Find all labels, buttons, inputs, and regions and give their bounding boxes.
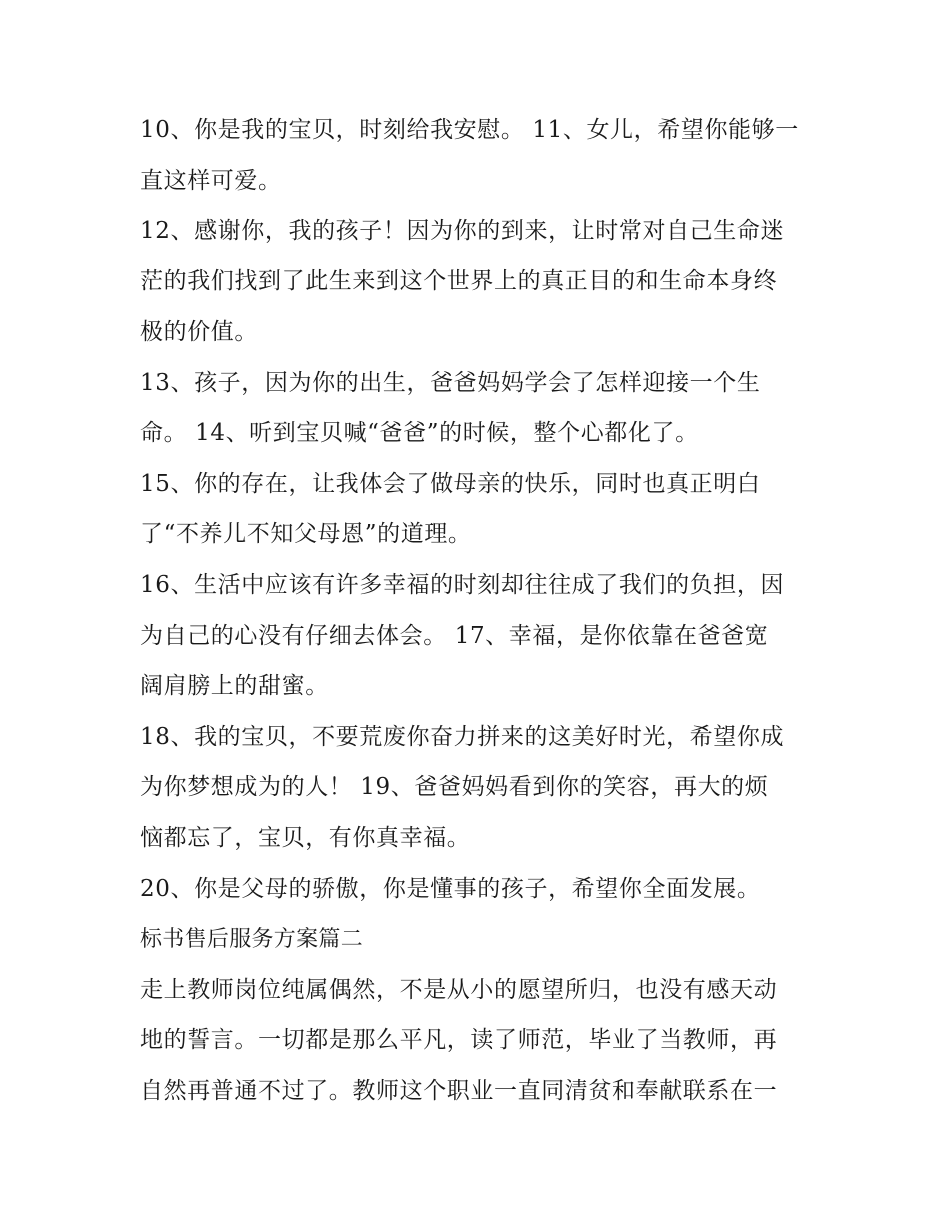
paragraph-line: 12、感谢你，我的孩子！因为你的到来，让时常对自己生命迷 <box>140 218 785 244</box>
paragraph-line: 为你梦想成为的人！ 19、爸爸妈妈看到你的笑容，再大的烦 <box>140 774 769 800</box>
paragraph-line: 20、你是父母的骄傲，你是懂事的孩子，希望你全面发展。 <box>140 876 761 902</box>
paragraph-line: 了“不养儿不知父母恩”的道理。 <box>140 521 472 547</box>
paragraph-line: 茫的我们找到了此生来到这个世界上的真正目的和生命本身终 <box>140 268 778 294</box>
paragraph-line: 走上教师岗位纯属偶然，不是从小的愿望所归，也没有感天动 <box>140 977 778 1003</box>
paragraph-line: 自然再普通不过了。教师这个职业一直同清贫和奉献联系在一 <box>140 1078 778 1104</box>
paragraph-line: 直这样可爱。 <box>140 168 282 194</box>
paragraph-line: 10、你是我的宝贝，时刻给我安慰。 11、女儿，希望你能够一 <box>140 117 799 143</box>
paragraph-line: 极的价值。 <box>140 319 258 345</box>
paragraph-line: 恼都忘了，宝贝，有你真幸福。 <box>140 825 471 851</box>
paragraph-line: 为自己的心没有仔细去体会。 17、幸福，是你依靠在爸爸宽 <box>140 623 769 649</box>
paragraph-line: 16、生活中应该有许多幸福的时刻却往往成了我们的负担，因 <box>140 572 785 598</box>
paragraph-line: 阔肩膀上的甜蜜。 <box>140 673 329 699</box>
paragraph-line: 地的誓言。一切都是那么平凡，读了师范，毕业了当教师，再 <box>140 1027 778 1053</box>
section-heading: 标书售后服务方案篇二 <box>140 927 364 952</box>
paragraph-line: 13、孩子，因为你的出生，爸爸妈妈学会了怎样迎接一个生 <box>140 370 761 396</box>
paragraph-line: 18、我的宝贝，不要荒废你奋力拼来的这美好时光，希望你成 <box>140 724 785 750</box>
paragraph-line: 命。 14、听到宝贝喊“爸爸”的时候，整个心都化了。 <box>140 420 699 446</box>
paragraph-line: 15、你的存在，让我体会了做母亲的快乐，同时也真正明白 <box>140 471 761 497</box>
